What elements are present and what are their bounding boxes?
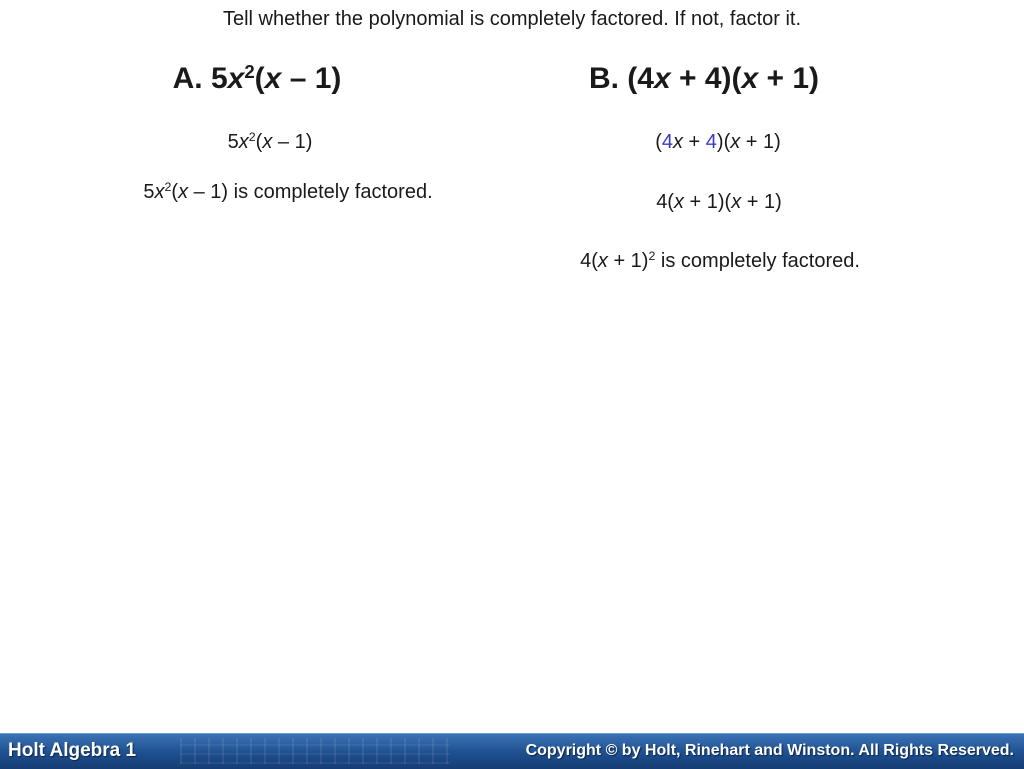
footer-decorative-pattern <box>180 738 450 764</box>
problem-b-step-2: 4(x + 1)(x + 1) <box>656 191 782 213</box>
problem-b-heading: B. (4x + 4)(x + 1) <box>588 62 820 95</box>
footer-brand: Holt Algebra 1 <box>8 740 137 761</box>
problem-a-step-1: $5x^2(x - 1)$ <box>227 130 313 153</box>
problem-b-result: $4(x + 1)^2$ is completely factored. <box>580 249 860 272</box>
highlighted-term: 4 <box>705 131 717 153</box>
highlighted-term: 4 <box>661 131 673 153</box>
footer-copyright: Copyright © by Holt, Rinehart and Winston. All Rights Reserved. <box>525 742 1014 759</box>
instruction-text: Tell whether the polynomial is completely factored. If not, factor it. <box>222 8 802 30</box>
problem-a-heading: A. $5x^2(x - 1)$ <box>172 60 342 95</box>
problem-b-step-1: (4x + 4)(x + 1) <box>655 131 781 153</box>
footer-bar <box>0 733 1024 769</box>
problem-a-result: $5x^2(x - 1)$ is completely factored. <box>143 180 433 203</box>
